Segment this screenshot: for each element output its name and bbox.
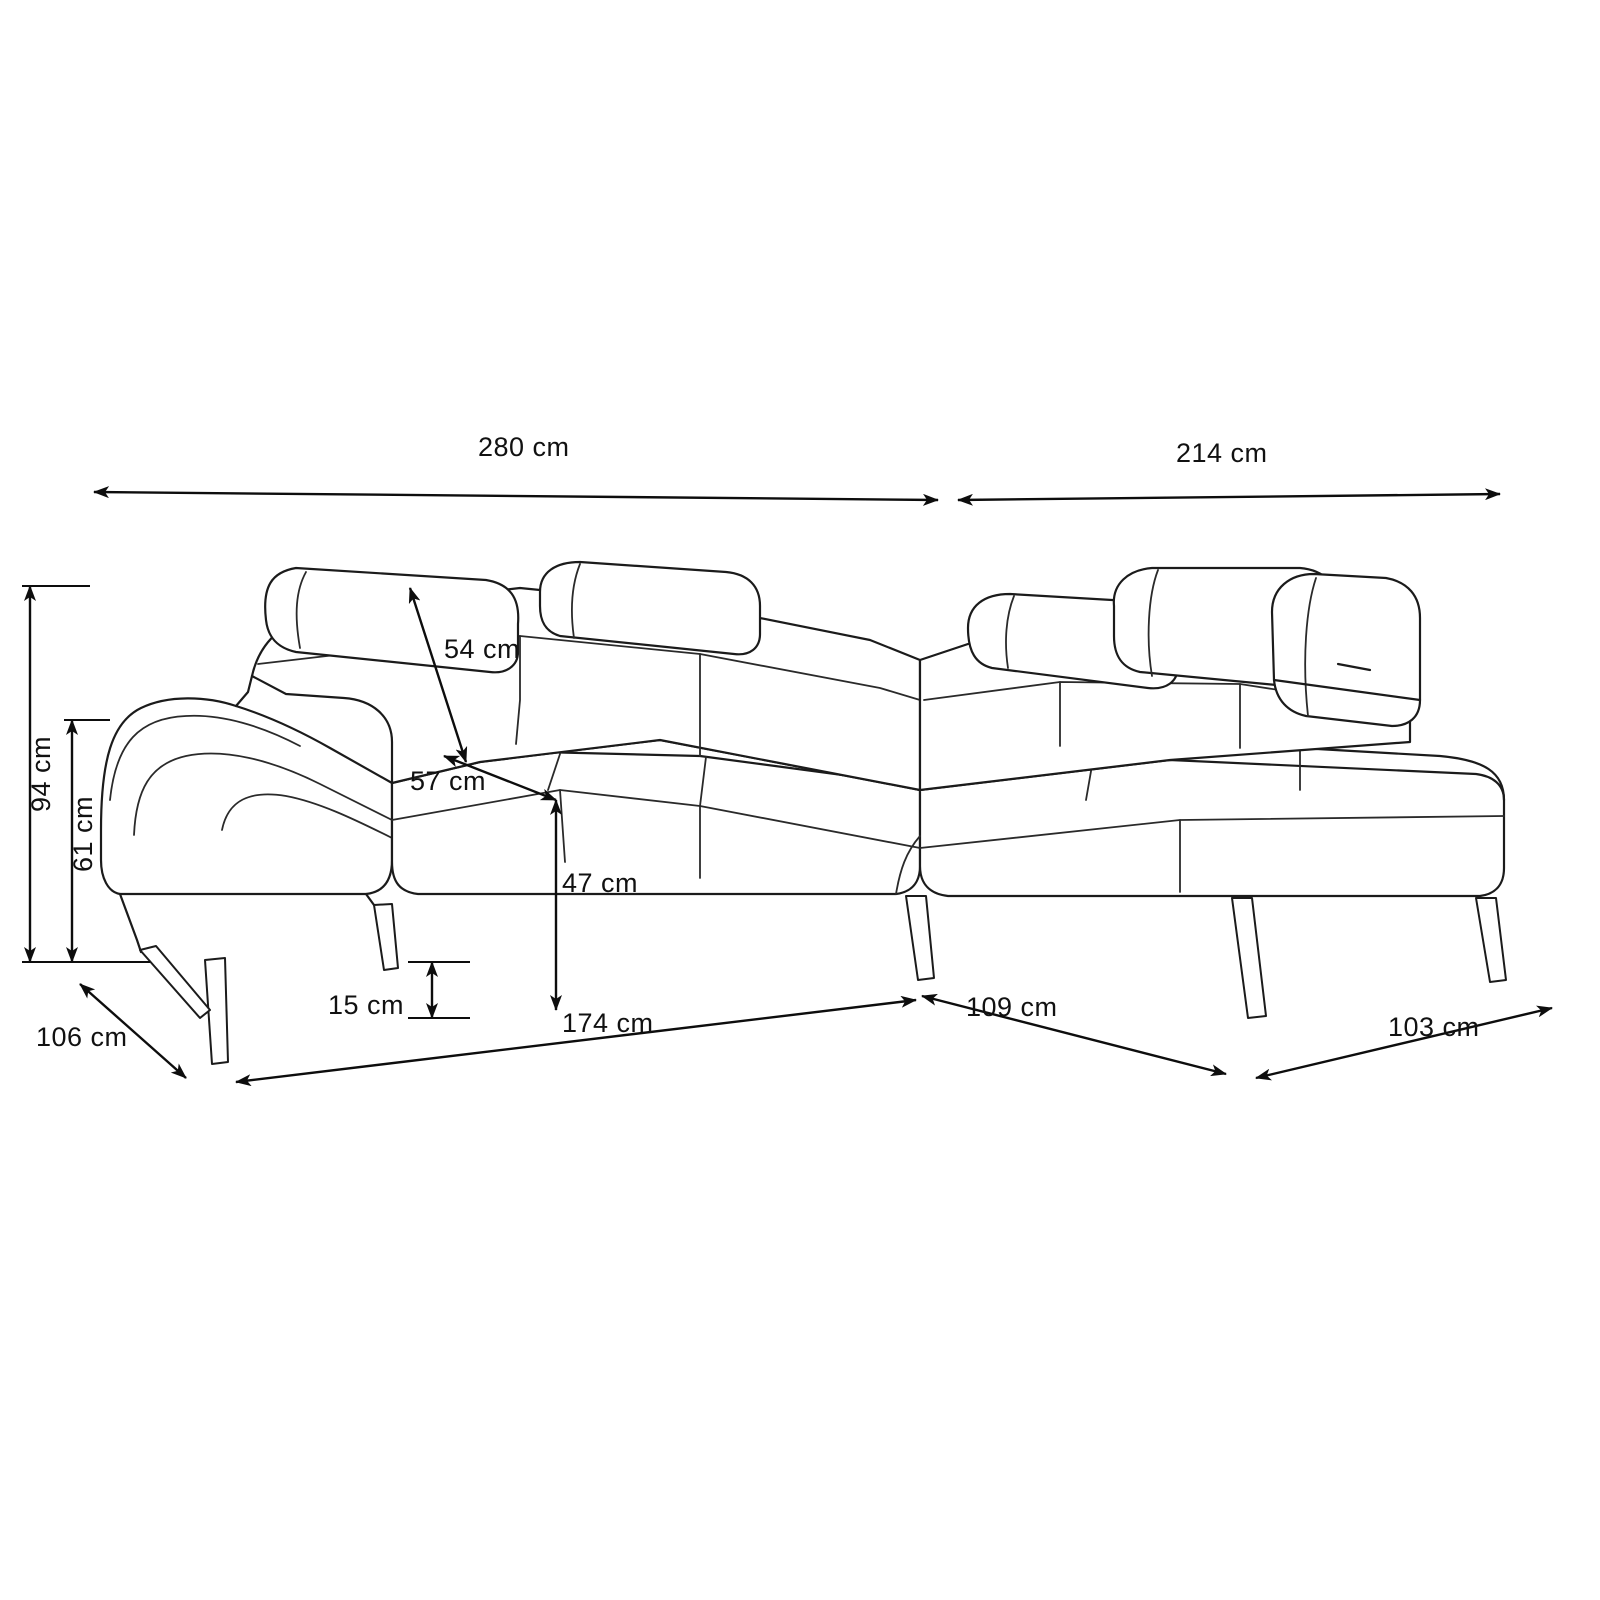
label-seat-width-right: 109 cm	[966, 992, 1058, 1022]
label-seat-width-left: 174 cm	[562, 1008, 654, 1038]
label-total-height: 94 cm	[26, 735, 56, 812]
sofa-illustration	[101, 562, 1506, 1064]
dim-line-280	[94, 492, 938, 500]
label-width-right-section: 214 cm	[1176, 438, 1268, 468]
label-leg-height: 15 cm	[328, 990, 405, 1020]
label-back-height: 61 cm	[68, 795, 98, 872]
label-depth-right: 103 cm	[1388, 1012, 1480, 1042]
label-depth-left: 106 cm	[36, 1022, 128, 1052]
label-seat-depth: 57 cm	[410, 766, 487, 796]
label-width-left-section: 280 cm	[478, 432, 570, 462]
label-seat-height: 47 cm	[562, 868, 639, 898]
dim-line-214	[958, 494, 1500, 500]
label-backrest-height: 54 cm	[444, 634, 521, 664]
